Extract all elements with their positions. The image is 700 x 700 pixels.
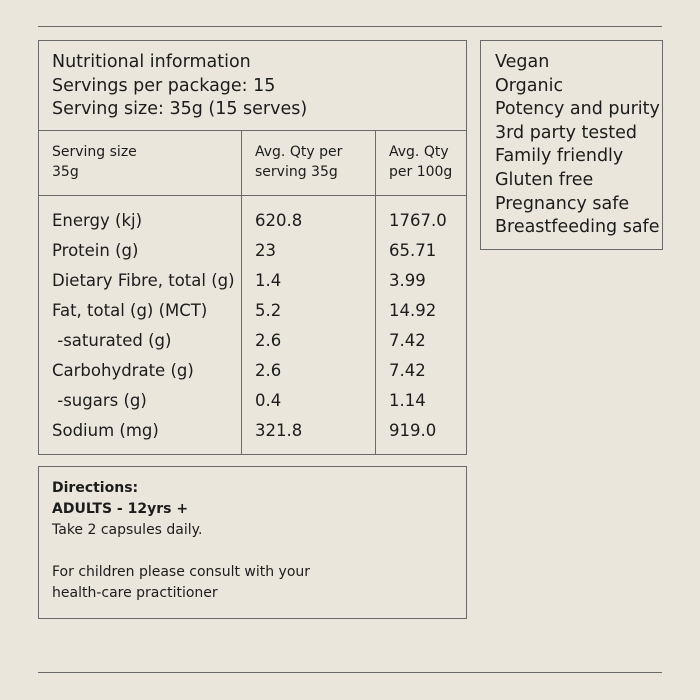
nutrient-name: Sodium (mg) [52, 421, 159, 440]
nutrition-table [39, 131, 466, 454]
column-header-line: Serving size [52, 144, 137, 160]
nutrition-header [39, 41, 466, 131]
claim-item: Organic [495, 75, 564, 96]
per-serving-value: 5.2 [255, 301, 282, 320]
column-header-line: 35g [52, 164, 79, 180]
per-serving-value: 620.8 [255, 211, 303, 230]
nutrition-title: Nutritional information [52, 52, 251, 72]
directions-note: For children please consult with your [52, 564, 311, 580]
claim-item: Potency and purity [495, 99, 660, 120]
serving-size: Serving size: 35g (15 serves) [52, 99, 308, 119]
claims-panel [480, 40, 663, 250]
claim-item: Pregnancy safe [495, 193, 630, 214]
column-header [52, 142, 137, 182]
nutrition-panel [38, 40, 467, 455]
nutrient-name: Fat, total (g) (MCT) [52, 301, 208, 320]
per-serving-value: 2.6 [255, 361, 282, 380]
directions-panel [38, 466, 467, 619]
column-header-line: Avg. Qty [389, 144, 449, 160]
per-100g-value: 7.42 [389, 361, 426, 380]
column-header [389, 142, 452, 182]
per-100g-value: 919.0 [389, 421, 437, 440]
nutrient-name: Carbohydrate (g) [52, 361, 194, 380]
column-header-line: serving 35g [255, 164, 338, 180]
per-100g-value: 7.42 [389, 331, 426, 350]
nutrient-name: Dietary Fibre, total (g) [52, 271, 235, 290]
claim-item: 3rd party tested [495, 122, 637, 143]
bottom-divider [38, 672, 662, 673]
table-row [39, 356, 466, 386]
column-header-line: per 100g [389, 164, 453, 180]
claim-item: Gluten free [495, 169, 594, 190]
table-row [39, 416, 466, 446]
table-row [39, 206, 466, 236]
column-header-line: Avg. Qty per [255, 144, 343, 160]
nutrient-name: Energy (kj) [52, 211, 143, 230]
claim-item: Breastfeeding safe [495, 217, 660, 238]
per-serving-value: 1.4 [255, 271, 282, 290]
table-row [39, 296, 466, 326]
nutrient-name: Protein (g) [52, 241, 139, 260]
per-100g-value: 1767.0 [389, 211, 447, 230]
servings-per-package: Servings per package: 15 [52, 75, 276, 96]
table-row [39, 266, 466, 296]
nutrient-name: -saturated (g) [52, 331, 172, 350]
nutrient-name: -sugars (g) [52, 391, 147, 410]
column-header-row [39, 131, 466, 196]
claim-item: Family friendly [495, 146, 624, 167]
table-row [39, 386, 466, 416]
column-header [255, 142, 342, 182]
table-row [39, 326, 466, 356]
per-serving-value: 23 [255, 241, 276, 260]
per-serving-value: 2.6 [255, 331, 282, 350]
per-100g-value: 1.14 [389, 391, 426, 410]
directions-dosage: Take 2 capsules daily. [52, 522, 203, 538]
per-serving-value: 321.8 [255, 421, 303, 440]
per-100g-value: 3.99 [389, 271, 426, 290]
table-row [39, 236, 466, 266]
per-100g-value: 65.71 [389, 241, 437, 260]
directions-heading: Directions: [52, 480, 139, 496]
directions-audience: ADULTS - 12yrs + [52, 501, 189, 517]
claim-item: Vegan [495, 52, 550, 72]
per-serving-value: 0.4 [255, 391, 282, 410]
directions-note: health-care practitioner [52, 585, 218, 601]
per-100g-value: 14.92 [389, 301, 437, 320]
top-divider [38, 26, 662, 27]
